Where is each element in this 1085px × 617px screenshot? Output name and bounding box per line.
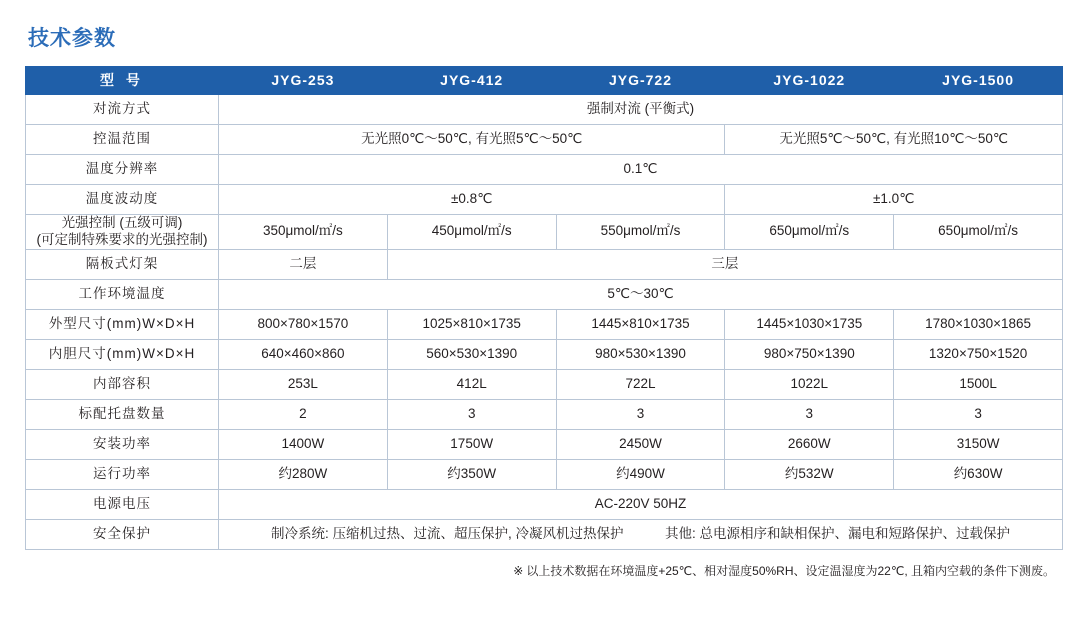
row-value: 1750W — [387, 429, 556, 459]
safety-refrigeration-text: 制冷系统: 压缩机过热、过流、超压保护, 冷凝风机过热保护 — [270, 525, 624, 541]
row-value: 650μmol/㎡/s — [725, 215, 894, 250]
row-value: 253L — [219, 369, 388, 399]
column-header-model-label: 型 号 — [26, 67, 219, 95]
row-value: 1500L — [894, 369, 1063, 399]
row-value: 980×750×1390 — [725, 339, 894, 369]
row-value: 3 — [725, 399, 894, 429]
row-label: 内部容积 — [26, 369, 219, 399]
row-value: 980×530×1390 — [556, 339, 725, 369]
table-row — [26, 459, 1063, 489]
table-row — [26, 489, 1063, 519]
column-header-jyg-1022: JYG-1022 — [725, 67, 894, 95]
page-title: 技术参数 — [28, 27, 116, 50]
row-value: 1320×750×1520 — [894, 339, 1063, 369]
row-label: 安全保护 — [26, 519, 219, 549]
row-label: 标配托盘数量 — [26, 399, 219, 429]
row-value: 约532W — [725, 459, 894, 489]
column-header-jyg-253: JYG-253 — [219, 67, 388, 95]
column-header-jyg-1500: JYG-1500 — [894, 67, 1063, 95]
row-label: 工作环境温度 — [26, 279, 219, 309]
row-label: 电源电压 — [26, 489, 219, 519]
table-row — [26, 339, 1063, 369]
row-value: 1445×810×1735 — [556, 309, 725, 339]
row-value: 350μmol/㎡/s — [219, 215, 388, 250]
row-value: 2450W — [556, 429, 725, 459]
specifications-table — [25, 66, 1063, 550]
table-row — [26, 279, 1063, 309]
row-label: 内胆尺寸(mm)W×D×H — [26, 339, 219, 369]
footnote — [24, 562, 1061, 579]
row-value: 强制对流 (平衡式) — [219, 95, 1063, 125]
row-value: 2660W — [725, 429, 894, 459]
row-value: 约630W — [894, 459, 1063, 489]
row-value — [219, 519, 1063, 549]
row-value: 450μmol/㎡/s — [387, 215, 556, 250]
row-value: AC-220V 50HZ — [219, 489, 1063, 519]
table-row — [26, 519, 1063, 549]
row-value: 412L — [387, 369, 556, 399]
row-value: 550μmol/㎡/s — [556, 215, 725, 250]
table-body — [26, 95, 1063, 550]
table-row — [26, 215, 1063, 250]
row-label: 安装功率 — [26, 429, 219, 459]
row-value: 约350W — [387, 459, 556, 489]
note-text: 以上技术数据在环境温度+25℃、相对湿度50%RH、设定温湿度为22℃, 且箱内空载的条件下测废。 — [526, 563, 1055, 578]
table-row — [26, 309, 1063, 339]
row-value: 1025×810×1735 — [387, 309, 556, 339]
table-row — [26, 399, 1063, 429]
row-label: 外型尺寸(mm)W×D×H — [26, 309, 219, 339]
row-label: 温度波动度 — [26, 185, 219, 215]
row-value: 3150W — [894, 429, 1063, 459]
row-value: 无光照0℃～50℃, 有光照5℃～50℃ — [219, 125, 725, 155]
table-row — [26, 95, 1063, 125]
row-value: 722L — [556, 369, 725, 399]
row-value: ±0.8℃ — [219, 185, 725, 215]
row-value: 无光照5℃～50℃, 有光照10℃～50℃ — [725, 125, 1063, 155]
row-value: 2 — [219, 399, 388, 429]
table-row — [26, 249, 1063, 279]
table-header-row — [26, 67, 1063, 95]
row-label: 隔板式灯架 — [26, 249, 219, 279]
row-label: 温度分辨率 — [26, 155, 219, 185]
row-value: 约490W — [556, 459, 725, 489]
row-value: 800×780×1570 — [219, 309, 388, 339]
row-value: 1022L — [725, 369, 894, 399]
row-value: 640×460×860 — [219, 339, 388, 369]
table-row — [26, 429, 1063, 459]
row-value: 1400W — [219, 429, 388, 459]
table-header — [26, 67, 1063, 95]
safety-other-text: 其他: 总电源相序和缺相保护、漏电和短路保护、过载保护 — [665, 525, 1011, 541]
table-row — [26, 185, 1063, 215]
row-value: 三层 — [387, 249, 1062, 279]
row-value: 3 — [894, 399, 1063, 429]
row-value: 3 — [556, 399, 725, 429]
row-label: 控温范围 — [26, 125, 219, 155]
row-value: 650μmol/㎡/s — [894, 215, 1063, 250]
row-value: 3 — [387, 399, 556, 429]
table-row — [26, 369, 1063, 399]
row-value: 560×530×1390 — [387, 339, 556, 369]
row-value: 0.1℃ — [219, 155, 1063, 185]
table-row — [26, 125, 1063, 155]
row-label-line1: 光强控制 (五级可调) — [61, 215, 183, 230]
row-value: 1445×1030×1735 — [725, 309, 894, 339]
row-label: 运行功率 — [26, 459, 219, 489]
row-label — [26, 215, 219, 250]
column-header-jyg-722: JYG-722 — [556, 67, 725, 95]
row-value: ±1.0℃ — [725, 185, 1063, 215]
row-value: 5℃～30℃ — [219, 279, 1063, 309]
row-value: 1780×1030×1865 — [894, 309, 1063, 339]
column-header-jyg-412: JYG-412 — [387, 67, 556, 95]
note-mark-icon: ※ — [513, 563, 524, 578]
row-label-line2: (可定制特殊要求的光强控制) — [36, 231, 208, 247]
row-value: 约280W — [219, 459, 388, 489]
table-row — [26, 155, 1063, 185]
row-label: 对流方式 — [26, 95, 219, 125]
row-value: 二层 — [219, 249, 388, 279]
